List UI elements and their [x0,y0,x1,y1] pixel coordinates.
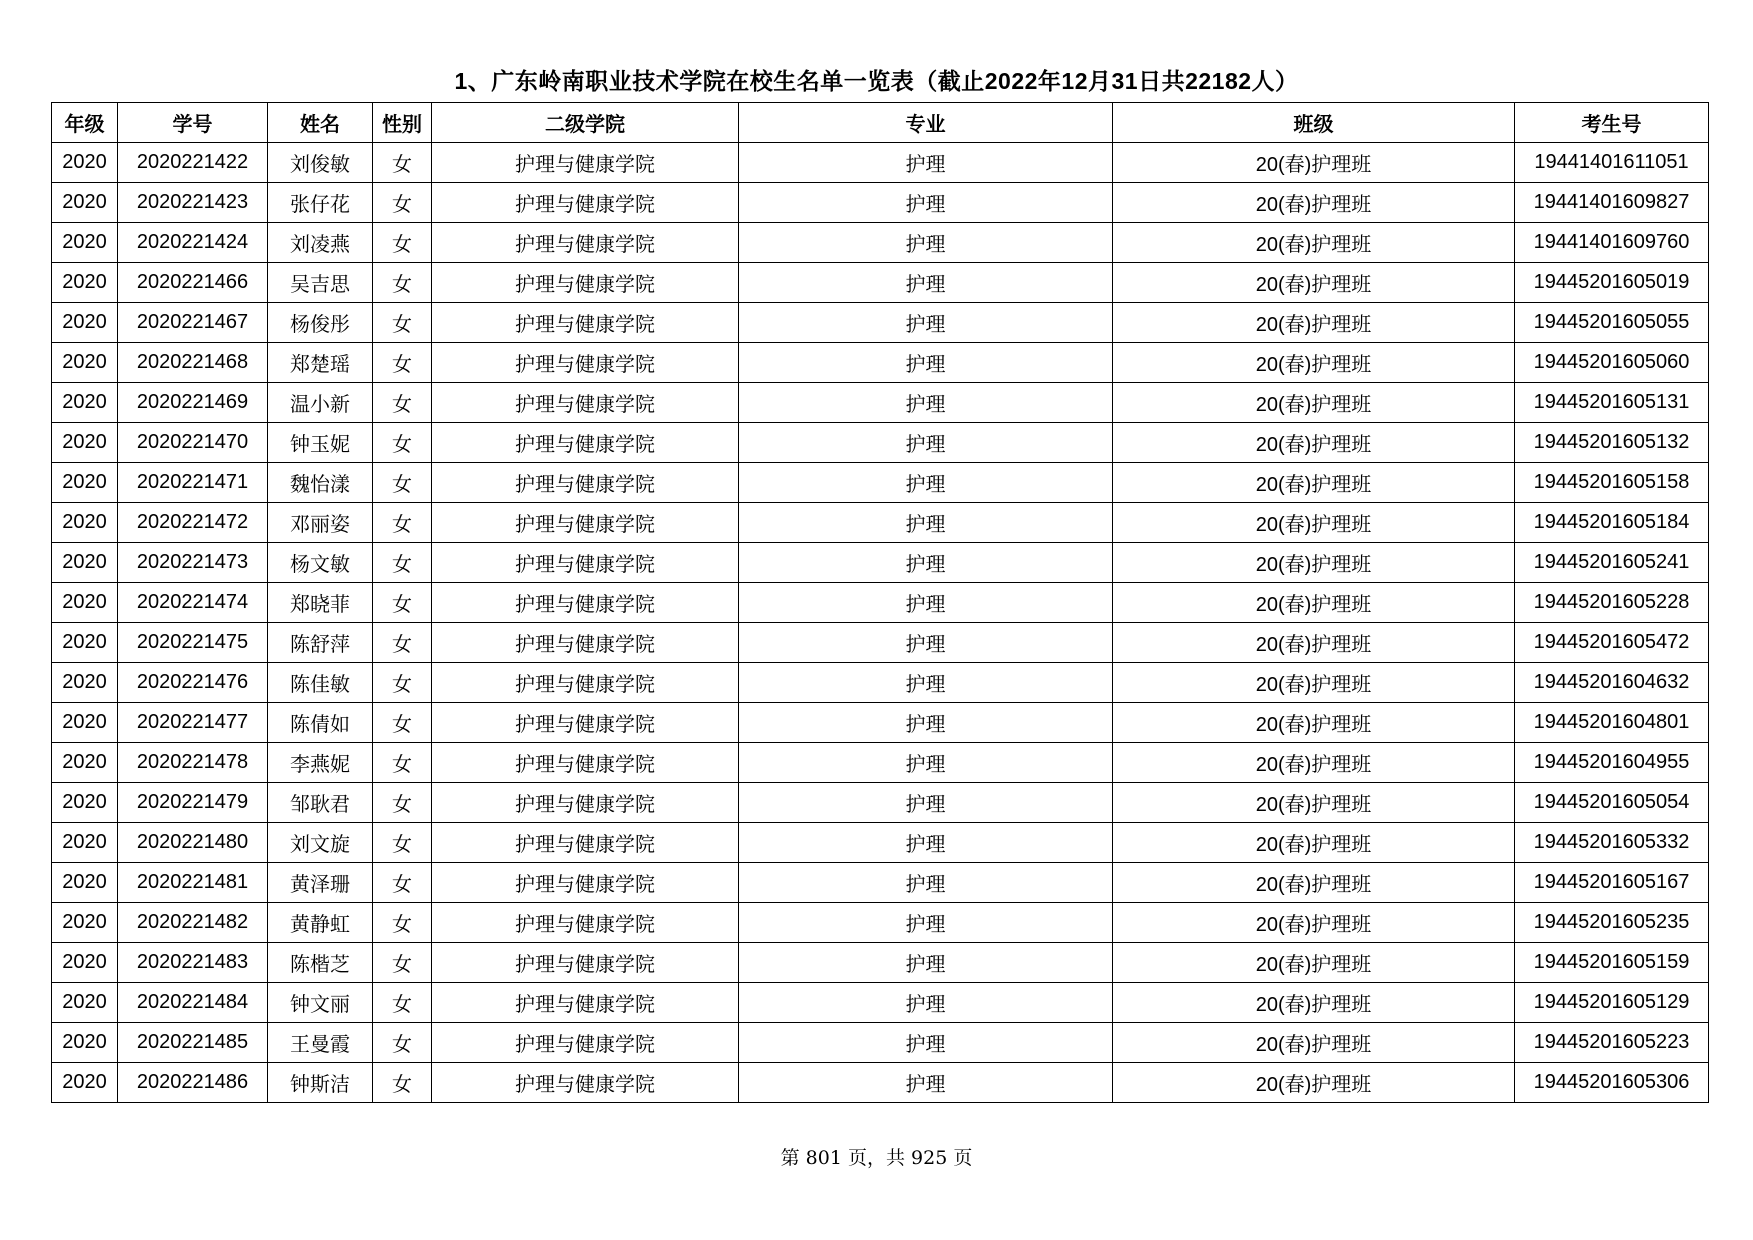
grade-cell: 2020 [52,663,118,703]
grade-cell: 2020 [52,463,118,503]
college-cell: 护理与健康学院 [432,623,739,663]
grade-cell: 2020 [52,423,118,463]
table-row [52,423,1709,463]
column-header-gender: 性别 [373,103,432,143]
class-cell: 20(春)护理班 [1113,863,1515,903]
exam-number-cell: 19445201605167 [1515,863,1709,903]
major-cell: 护理 [739,463,1113,503]
gender-cell: 女 [373,1023,432,1063]
table-row [52,343,1709,383]
name-cell: 邹耿君 [268,783,373,823]
exam-number-cell: 19445201605235 [1515,903,1709,943]
class-cell: 20(春)护理班 [1113,623,1515,663]
column-header-student-id: 学号 [118,103,268,143]
gender-cell: 女 [373,783,432,823]
class-cell: 20(春)护理班 [1113,1063,1515,1103]
major-cell: 护理 [739,303,1113,343]
class-cell: 20(春)护理班 [1113,463,1515,503]
table-row [52,503,1709,543]
class-cell: 20(春)护理班 [1113,743,1515,783]
major-cell: 护理 [739,583,1113,623]
gender-cell: 女 [373,743,432,783]
student-id-cell: 2020221422 [118,143,268,183]
college-cell: 护理与健康学院 [432,303,739,343]
name-cell: 张仔花 [268,183,373,223]
exam-number-cell: 19445201605055 [1515,303,1709,343]
column-header-exam-number: 考生号 [1515,103,1709,143]
table-row [52,863,1709,903]
name-cell: 吴吉思 [268,263,373,303]
grade-cell: 2020 [52,983,118,1023]
class-cell: 20(春)护理班 [1113,703,1515,743]
exam-number-cell: 19445201605228 [1515,583,1709,623]
student-id-cell: 2020221467 [118,303,268,343]
table-row [52,783,1709,823]
class-cell: 20(春)护理班 [1113,303,1515,343]
class-cell: 20(春)护理班 [1113,143,1515,183]
gender-cell: 女 [373,423,432,463]
column-header-grade: 年级 [52,103,118,143]
student-roster-table [51,102,1709,1103]
major-cell: 护理 [739,1023,1113,1063]
major-cell: 护理 [739,143,1113,183]
grade-cell: 2020 [52,863,118,903]
name-cell: 陈舒萍 [268,623,373,663]
college-cell: 护理与健康学院 [432,663,739,703]
table-row [52,543,1709,583]
college-cell: 护理与健康学院 [432,423,739,463]
class-cell: 20(春)护理班 [1113,383,1515,423]
name-cell: 陈佳敏 [268,663,373,703]
gender-cell: 女 [373,223,432,263]
exam-number-cell: 19445201605129 [1515,983,1709,1023]
grade-cell: 2020 [52,703,118,743]
grade-cell: 2020 [52,823,118,863]
name-cell: 郑晓菲 [268,583,373,623]
class-cell: 20(春)护理班 [1113,983,1515,1023]
major-cell: 护理 [739,823,1113,863]
college-cell: 护理与健康学院 [432,1063,739,1103]
table-header-row [52,103,1709,143]
major-cell: 护理 [739,903,1113,943]
name-cell: 陈倩如 [268,703,373,743]
student-id-cell: 2020221473 [118,543,268,583]
major-cell: 护理 [739,663,1113,703]
exam-number-cell: 19445201604632 [1515,663,1709,703]
table-row [52,1023,1709,1063]
table-row [52,663,1709,703]
student-id-cell: 2020221481 [118,863,268,903]
grade-cell: 2020 [52,223,118,263]
class-cell: 20(春)护理班 [1113,263,1515,303]
student-id-cell: 2020221423 [118,183,268,223]
exam-number-cell: 19445201605332 [1515,823,1709,863]
grade-cell: 2020 [52,1023,118,1063]
grade-cell: 2020 [52,1063,118,1103]
class-cell: 20(春)护理班 [1113,583,1515,623]
student-id-cell: 2020221471 [118,463,268,503]
table-row [52,943,1709,983]
grade-cell: 2020 [52,783,118,823]
class-cell: 20(春)护理班 [1113,823,1515,863]
major-cell: 护理 [739,1063,1113,1103]
table-row [52,983,1709,1023]
college-cell: 护理与健康学院 [432,703,739,743]
name-cell: 郑楚瑶 [268,343,373,383]
table-row [52,183,1709,223]
gender-cell: 女 [373,543,432,583]
exam-number-cell: 19445201605158 [1515,463,1709,503]
page-title: 1、广东岭南职业技术学院在校生名单一览表（截止2022年12月31日共22182人） [454,68,1299,94]
class-cell: 20(春)护理班 [1113,1023,1515,1063]
student-id-cell: 2020221485 [118,1023,268,1063]
column-header-major: 专业 [739,103,1113,143]
student-id-cell: 2020221472 [118,503,268,543]
grade-cell: 2020 [52,263,118,303]
gender-cell: 女 [373,343,432,383]
name-cell: 钟斯洁 [268,1063,373,1103]
table-row [52,823,1709,863]
student-id-cell: 2020221470 [118,423,268,463]
major-cell: 护理 [739,343,1113,383]
name-cell: 刘文旋 [268,823,373,863]
student-id-cell: 2020221486 [118,1063,268,1103]
major-cell: 护理 [739,943,1113,983]
college-cell: 护理与健康学院 [432,743,739,783]
gender-cell: 女 [373,983,432,1023]
table-row [52,703,1709,743]
class-cell: 20(春)护理班 [1113,543,1515,583]
class-cell: 20(春)护理班 [1113,183,1515,223]
college-cell: 护理与健康学院 [432,223,739,263]
table-row [52,223,1709,263]
major-cell: 护理 [739,543,1113,583]
exam-number-cell: 19445201605184 [1515,503,1709,543]
college-cell: 护理与健康学院 [432,543,739,583]
exam-number-cell: 19445201605159 [1515,943,1709,983]
exam-number-cell: 19445201605472 [1515,623,1709,663]
gender-cell: 女 [373,823,432,863]
college-cell: 护理与健康学院 [432,903,739,943]
college-cell: 护理与健康学院 [432,823,739,863]
gender-cell: 女 [373,183,432,223]
table-row [52,1063,1709,1103]
name-cell: 钟玉妮 [268,423,373,463]
exam-number-cell: 19445201605241 [1515,543,1709,583]
grade-cell: 2020 [52,743,118,783]
major-cell: 护理 [739,623,1113,663]
major-cell: 护理 [739,223,1113,263]
college-cell: 护理与健康学院 [432,343,739,383]
gender-cell: 女 [373,1063,432,1103]
college-cell: 护理与健康学院 [432,383,739,423]
student-id-cell: 2020221479 [118,783,268,823]
exam-number-cell: 19445201605223 [1515,1023,1709,1063]
gender-cell: 女 [373,263,432,303]
grade-cell: 2020 [52,943,118,983]
major-cell: 护理 [739,783,1113,823]
table-row [52,583,1709,623]
table-row [52,383,1709,423]
college-cell: 护理与健康学院 [432,783,739,823]
table-row [52,303,1709,343]
student-id-cell: 2020221483 [118,943,268,983]
student-id-cell: 2020221424 [118,223,268,263]
class-cell: 20(春)护理班 [1113,663,1515,703]
class-cell: 20(春)护理班 [1113,503,1515,543]
exam-number-cell: 19445201605054 [1515,783,1709,823]
exam-number-cell: 19445201604801 [1515,703,1709,743]
college-cell: 护理与健康学院 [432,943,739,983]
grade-cell: 2020 [52,543,118,583]
table-row [52,143,1709,183]
name-cell: 邓丽姿 [268,503,373,543]
grade-cell: 2020 [52,623,118,663]
class-cell: 20(春)护理班 [1113,943,1515,983]
college-cell: 护理与健康学院 [432,503,739,543]
table-row [52,463,1709,503]
grade-cell: 2020 [52,143,118,183]
exam-number-cell: 19445201604955 [1515,743,1709,783]
name-cell: 温小新 [268,383,373,423]
student-id-cell: 2020221469 [118,383,268,423]
exam-number-cell: 19441401609827 [1515,183,1709,223]
gender-cell: 女 [373,623,432,663]
name-cell: 陈楷芝 [268,943,373,983]
name-cell: 刘凌燕 [268,223,373,263]
grade-cell: 2020 [52,903,118,943]
class-cell: 20(春)护理班 [1113,903,1515,943]
column-header-college: 二级学院 [432,103,739,143]
college-cell: 护理与健康学院 [432,183,739,223]
student-id-cell: 2020221474 [118,583,268,623]
major-cell: 护理 [739,183,1113,223]
name-cell: 杨文敏 [268,543,373,583]
class-cell: 20(春)护理班 [1113,223,1515,263]
major-cell: 护理 [739,263,1113,303]
student-id-cell: 2020221468 [118,343,268,383]
exam-number-cell: 19445201605019 [1515,263,1709,303]
table-row [52,623,1709,663]
student-id-cell: 2020221482 [118,903,268,943]
gender-cell: 女 [373,503,432,543]
page-footer: 第 801 页，共 925 页 [780,1147,973,1169]
gender-cell: 女 [373,383,432,423]
college-cell: 护理与健康学院 [432,143,739,183]
column-header-class: 班级 [1113,103,1515,143]
grade-cell: 2020 [52,343,118,383]
gender-cell: 女 [373,943,432,983]
student-id-cell: 2020221476 [118,663,268,703]
class-cell: 20(春)护理班 [1113,783,1515,823]
exam-number-cell: 19441401611051 [1515,143,1709,183]
college-cell: 护理与健康学院 [432,263,739,303]
name-cell: 杨俊彤 [268,303,373,343]
grade-cell: 2020 [52,583,118,623]
gender-cell: 女 [373,463,432,503]
class-cell: 20(春)护理班 [1113,343,1515,383]
student-id-cell: 2020221480 [118,823,268,863]
gender-cell: 女 [373,863,432,903]
college-cell: 护理与健康学院 [432,1023,739,1063]
college-cell: 护理与健康学院 [432,583,739,623]
major-cell: 护理 [739,423,1113,463]
major-cell: 护理 [739,743,1113,783]
college-cell: 护理与健康学院 [432,463,739,503]
student-id-cell: 2020221478 [118,743,268,783]
name-cell: 黄泽珊 [268,863,373,903]
major-cell: 护理 [739,983,1113,1023]
name-cell: 李燕妮 [268,743,373,783]
gender-cell: 女 [373,583,432,623]
exam-number-cell: 19445201605132 [1515,423,1709,463]
exam-number-cell: 19445201605306 [1515,1063,1709,1103]
major-cell: 护理 [739,703,1113,743]
college-cell: 护理与健康学院 [432,863,739,903]
name-cell: 黄静虹 [268,903,373,943]
name-cell: 魏怡漾 [268,463,373,503]
exam-number-cell: 19441401609760 [1515,223,1709,263]
student-id-cell: 2020221484 [118,983,268,1023]
student-id-cell: 2020221466 [118,263,268,303]
exam-number-cell: 19445201605131 [1515,383,1709,423]
student-id-cell: 2020221475 [118,623,268,663]
major-cell: 护理 [739,503,1113,543]
name-cell: 王曼霞 [268,1023,373,1063]
college-cell: 护理与健康学院 [432,983,739,1023]
table-row [52,903,1709,943]
column-header-name: 姓名 [268,103,373,143]
gender-cell: 女 [373,663,432,703]
grade-cell: 2020 [52,303,118,343]
gender-cell: 女 [373,143,432,183]
major-cell: 护理 [739,863,1113,903]
table-row [52,743,1709,783]
exam-number-cell: 19445201605060 [1515,343,1709,383]
gender-cell: 女 [373,903,432,943]
table-row [52,263,1709,303]
student-id-cell: 2020221477 [118,703,268,743]
name-cell: 钟文丽 [268,983,373,1023]
name-cell: 刘俊敏 [268,143,373,183]
grade-cell: 2020 [52,183,118,223]
class-cell: 20(春)护理班 [1113,423,1515,463]
major-cell: 护理 [739,383,1113,423]
grade-cell: 2020 [52,383,118,423]
gender-cell: 女 [373,703,432,743]
grade-cell: 2020 [52,503,118,543]
gender-cell: 女 [373,303,432,343]
